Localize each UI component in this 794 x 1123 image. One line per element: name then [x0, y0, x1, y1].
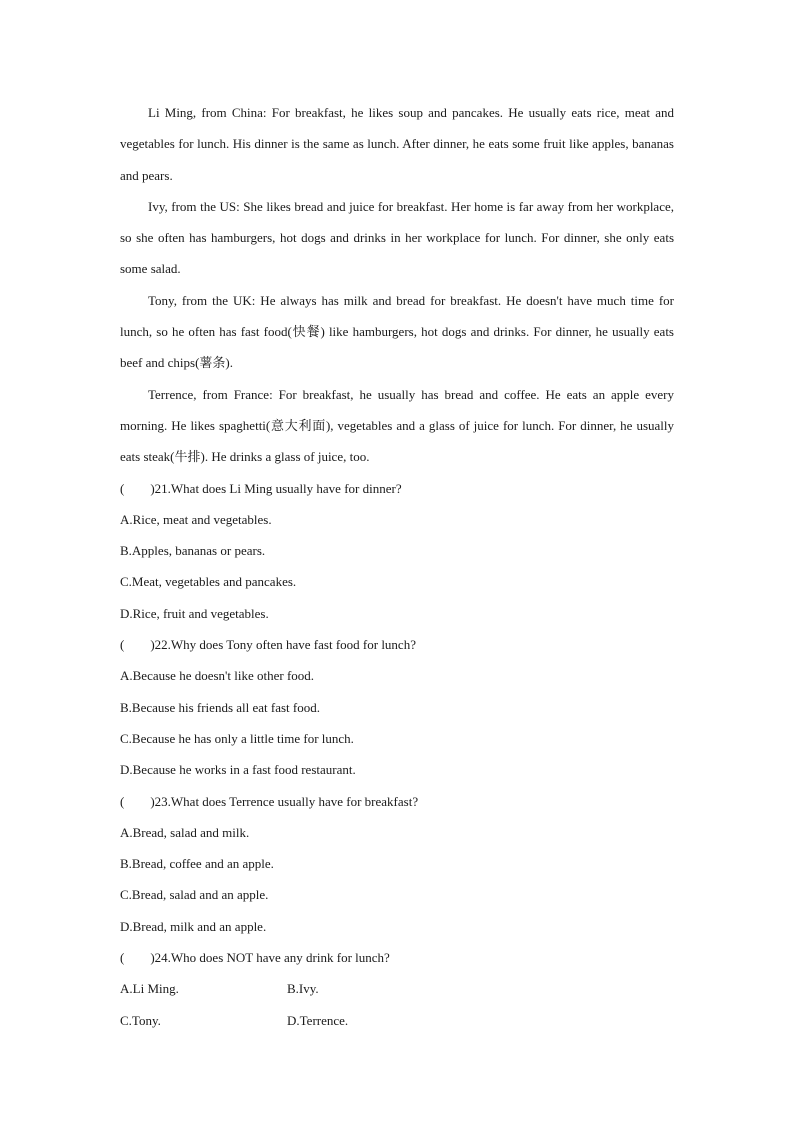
question-23-option-c: C.Bread, salad and an apple.: [120, 887, 269, 903]
passage-paragraph-ivy: Ivy, from the US: She likes bread and juice for breakfast. Her home is far away from her workplace, so she often has hamburgers, hot dogs and drinks in her workplace for lunch. For dinner, she only eats some salad.: [120, 198, 674, 277]
question-23-option-d: D.Bread, milk and an apple.: [120, 918, 267, 934]
question-21-option-b: B.Apples, bananas or pears.: [120, 543, 266, 559]
question-24-options-row-1: [120, 973, 674, 1004]
question-23-option-b: B.Bread, coffee and an apple.: [120, 856, 274, 872]
passage-paragraph-tony: Tony, from the UK: He always has milk and bread for breakfast. He doesn't have much time for lunch, so he often has fast food(快餐) like hamburgers, hot dogs and drinks. For dinner, he usually eats beef and chips(薯条).: [120, 292, 674, 371]
question-23-stem: ( )23.What does Terrence usually have for breakfast?: [120, 793, 419, 809]
question-24-option-c: C.Tony.: [120, 1012, 161, 1028]
question-24-options-row-2: [120, 1005, 674, 1036]
document-page: [120, 97, 674, 1036]
question-22-option-a: A.Because he doesn't like other food.: [120, 668, 315, 684]
passage-paragraph-li-ming: Li Ming, from China: For breakfast, he likes soup and pancakes. He usually eats rice, meat and vegetables for lunch. His dinner is the same as lunch. After dinner, he eats some fruit like apples, bananas and pears.: [120, 105, 674, 183]
question-22-option-b: B.Because his friends all eat fast food.: [120, 699, 320, 715]
question-21-stem: ( )21.What does Li Ming usually have for dinner?: [120, 480, 402, 496]
question-22-option-c: C.Because he has only a little time for lunch.: [120, 730, 354, 746]
passage-paragraph-terrence: Terrence, from France: For breakfast, he usually has bread and coffee. He eats an apple every morning. He likes spaghetti(意大利面), vegetables and a glass of juice for lunch. For dinner, he usually eats steak(牛排). He drinks a glass of juice, too.: [120, 386, 674, 465]
question-22-stem: ( )22.Why does Tony often have fast food for lunch?: [120, 637, 416, 653]
question-24-stem: ( )24.Who does NOT have any drink for lunch?: [120, 950, 390, 966]
question-24-option-a: A.Li Ming.: [120, 981, 179, 997]
question-24-option-b: B.Ivy.: [287, 981, 319, 997]
question-21-option-d: D.Rice, fruit and vegetables.: [120, 605, 269, 621]
question-23-option-a: A.Bread, salad and milk.: [120, 824, 250, 840]
question-21-option-a: A.Rice, meat and vegetables.: [120, 511, 272, 527]
question-21-option-c: C.Meat, vegetables and pancakes.: [120, 574, 297, 590]
question-24-option-d: D.Terrence.: [287, 1012, 349, 1028]
question-22-option-d: D.Because he works in a fast food restaurant.: [120, 762, 356, 778]
